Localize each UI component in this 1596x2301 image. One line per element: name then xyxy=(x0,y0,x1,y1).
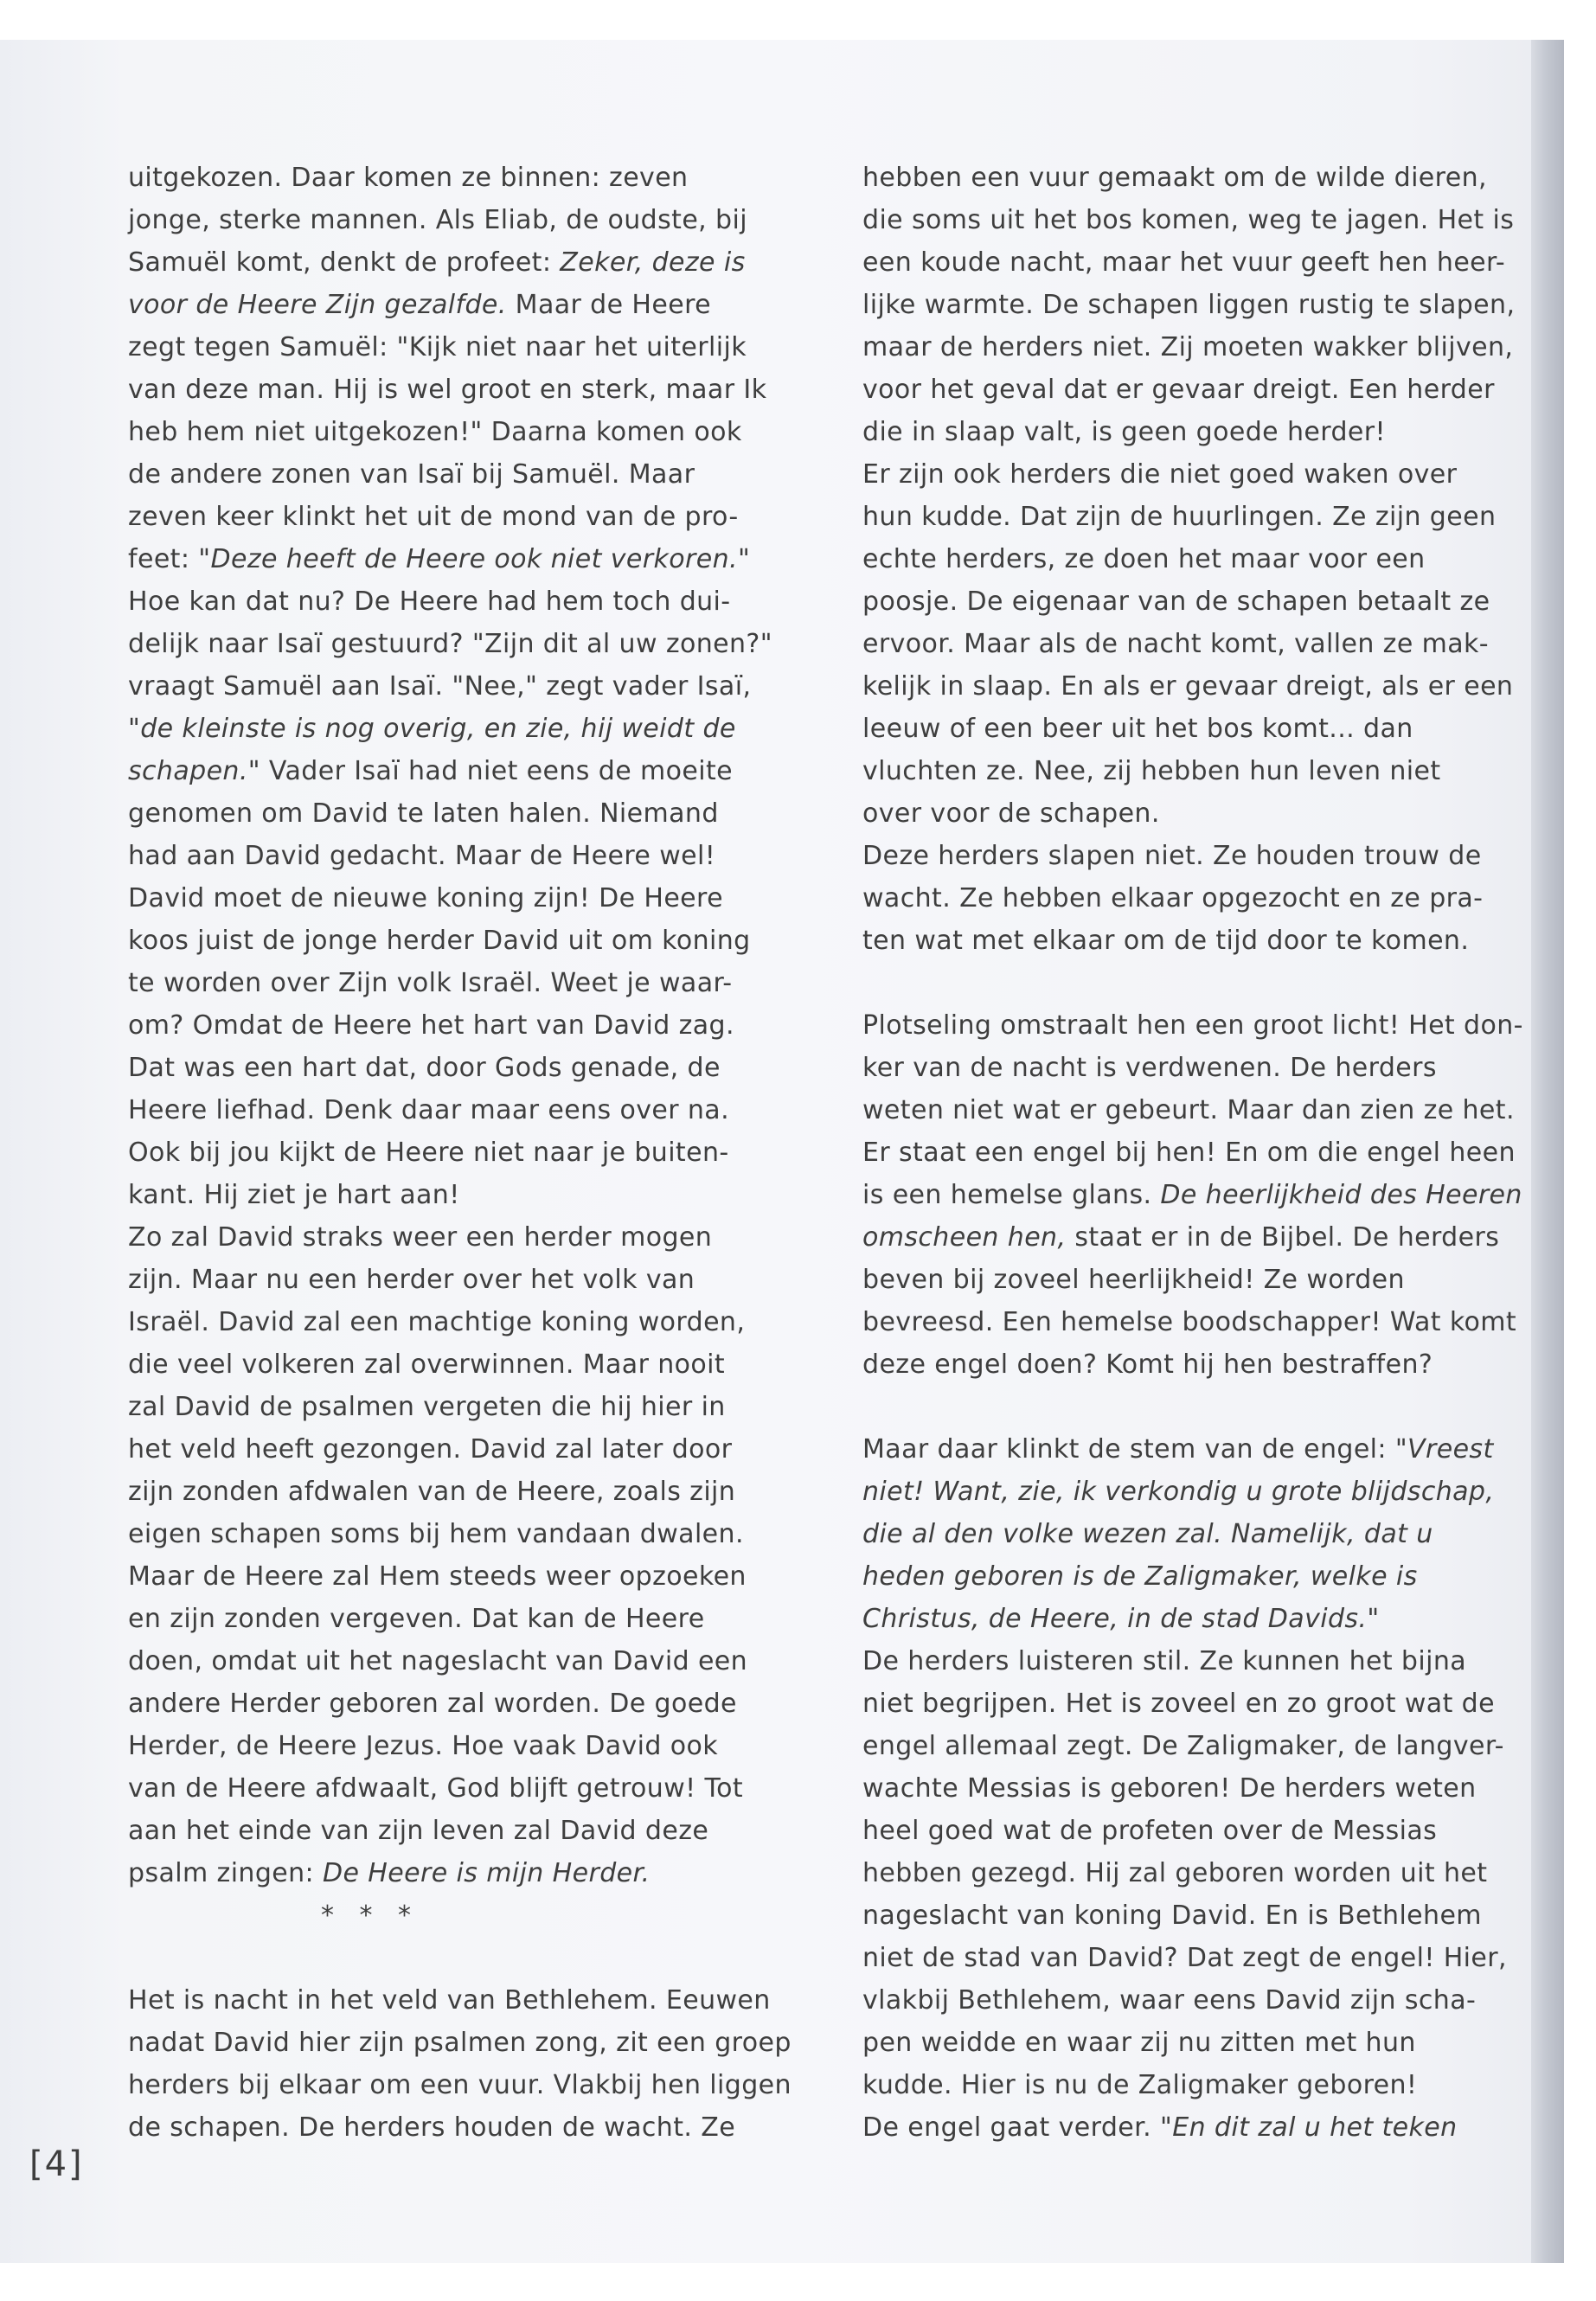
text-line: Er staat een engel bij hen! En om die engel heen xyxy=(862,1138,1516,1168)
text-line: Hoe kan dat nu? De Heere had hem toch dui- xyxy=(128,586,731,617)
text-line: de andere zonen van Isaï bij Samuël. Maar xyxy=(128,459,695,490)
text-line: Zo zal David straks weer een herder mogen xyxy=(128,1222,713,1253)
text-line: deze engel doen? Komt hij hen bestraffen? xyxy=(862,1349,1433,1380)
text-line: Plotseling omstraalt hen een groot licht! Het don- xyxy=(862,1010,1523,1041)
text-line: heb hem niet uitgekozen!" Daarna komen ook xyxy=(128,417,742,447)
text-line: wacht. Ze hebben elkaar opgezocht en ze pra- xyxy=(862,883,1484,913)
text-line xyxy=(862,1513,1494,1555)
text-line: aan het einde van zijn leven zal David deze xyxy=(128,1816,709,1846)
text-line: Er zijn ook herders die niet goed waken over xyxy=(862,459,1458,490)
italic-quote: Christus, de Heere, in de stad Davids." xyxy=(862,1604,1380,1634)
text-line: had aan David gedacht. Maar de Heere wel! xyxy=(128,841,716,871)
text-line: omscheen hen, staat er in de Bijbel. De herders xyxy=(862,1222,1500,1253)
text-line: uitgekozen. Daar komen ze binnen: zeven xyxy=(128,163,689,193)
text-line: pen weidde en waar zij nu zitten met hun xyxy=(862,2028,1416,2058)
text-line xyxy=(862,1555,1494,1598)
text-line: andere Herder geboren zal worden. De goede xyxy=(128,1689,737,1719)
text-line: over voor de schapen. xyxy=(862,798,1160,829)
italic-quote: "En dit zal u het teken xyxy=(1160,2112,1458,2143)
text-line: feet: "Deze heeft de Heere ook niet verkoren." xyxy=(128,544,751,574)
text-line: Dat was een hart dat, door Gods genade, de xyxy=(128,1053,721,1083)
text-line: de schapen. De herders houden de wacht. Ze xyxy=(128,2112,736,2143)
text-line: psalm zingen: De Heere is mijn Herder. xyxy=(128,1858,651,1888)
text-line: om? Omdat de Heere het hart van David zag. xyxy=(128,1010,734,1041)
text-line: hebben gezegd. Hij zal geboren worden uit het xyxy=(862,1858,1488,1888)
book-page xyxy=(0,40,1564,2263)
paragraph-gap xyxy=(862,1386,1494,1428)
text-line: niet begrijpen. Het is zoveel en zo groot wat de xyxy=(862,1689,1495,1719)
text-line: een koude nacht, maar het vuur geeft hen heer- xyxy=(862,247,1506,278)
text-line: voor het geval dat er gevaar dreigt. Een herder xyxy=(862,375,1495,405)
text-line: De engel gaat verder. "En dit zal u het teken xyxy=(862,2112,1458,2143)
text-line: zijn. Maar nu een herder over het volk van xyxy=(128,1265,695,1295)
text-line: Maar de Heere zal Hem steeds weer opzoeken xyxy=(128,1561,747,1592)
text-line: ten wat met elkaar om de tijd door te komen. xyxy=(862,926,1470,956)
text-line: jonge, sterke mannen. Als Eliab, de oudste, bij xyxy=(128,205,747,235)
section-separator: * * * xyxy=(320,1900,420,1931)
text-line: delijk naar Isaï gestuurd? "Zijn dit al uw zonen?" xyxy=(128,629,772,659)
text-line: te worden over Zijn volk Israël. Weet je waar- xyxy=(128,968,733,998)
italic-quote: voor de Heere Zijn gezalfde. xyxy=(128,290,507,320)
text-line: die soms uit het bos komen, weg te jagen. Het is xyxy=(862,205,1515,235)
text-line: bevreesd. Een hemelse boodschapper! Wat komt xyxy=(862,1307,1517,1337)
text-line: zegt tegen Samuël: "Kijk niet naar het uiterlijk xyxy=(128,332,747,362)
text-line xyxy=(862,1598,1494,1640)
italic-quote: "Deze heeft de Heere ook niet verkoren." xyxy=(198,544,751,574)
text-line: wachte Messias is geboren! De herders weten xyxy=(862,1773,1477,1804)
italic-quote: "de kleinste is nog overig, en zie, hij weidt de xyxy=(128,714,736,744)
text-line: van de Heere afdwaalt, God blijft getrouw! Tot xyxy=(128,1773,744,1804)
text-line: die in slaap valt, is geen goede herder! xyxy=(862,417,1386,447)
text-line: genomen om David te laten halen. Niemand xyxy=(128,798,719,829)
text-line: De herders luisteren stil. Ze kunnen het bijna xyxy=(862,1646,1467,1676)
text-line: echte herders, ze doen het maar voor een xyxy=(862,544,1426,574)
text-line: ervoor. Maar als de nacht komt, vallen ze mak- xyxy=(862,629,1490,659)
text-line: hebben een vuur gemaakt om de wilde dieren, xyxy=(862,163,1487,193)
text-line xyxy=(862,1471,1494,1513)
text-line: Deze herders slapen niet. Ze houden trouw de xyxy=(862,841,1482,871)
text-line: voor de Heere Zijn gezalfde. Maar de Heere xyxy=(128,290,712,320)
text-line: herders bij elkaar om een vuur. Vlakbij hen liggen xyxy=(128,2070,792,2100)
text-line: schapen." Vader Isaï had niet eens de moeite xyxy=(128,756,734,786)
scan-margin xyxy=(0,0,1596,40)
text-line: lijke warmte. De schapen liggen rustig te slapen, xyxy=(862,290,1516,320)
text-line: niet de stad van David? Dat zegt de engel! Hier, xyxy=(862,1943,1507,1973)
text-line: van deze man. Hij is wel groot en sterk, maar Ik xyxy=(128,375,767,405)
text-line: Israël. David zal een machtige koning worden, xyxy=(128,1307,746,1337)
text-line: Maar daar klinkt de stem van de engel: "Vreest xyxy=(862,1434,1494,1465)
text-line: die veel volkeren zal overwinnen. Maar nooit xyxy=(128,1349,726,1380)
italic-quote: niet! Want, zie, ik verkondig u grote blijdschap, xyxy=(862,1477,1495,1507)
text-line: maar de herders niet. Zij moeten wakker blijven, xyxy=(862,332,1514,362)
text-line: zijn zonden afdwalen van de Heere, zoals zijn xyxy=(128,1477,736,1507)
text-line: vluchten ze. Nee, zij hebben hun leven niet xyxy=(862,756,1441,786)
italic-quote: schapen." xyxy=(128,756,260,786)
text-line: kudde. Hier is nu de Zaligmaker geboren! xyxy=(862,2070,1418,2100)
text-line: nageslacht van koning David. En is Bethlehem xyxy=(862,1900,1482,1931)
page-spine-shadow xyxy=(1531,40,1564,2263)
text-line: en zijn zonden vergeven. Dat kan de Heere xyxy=(128,1604,705,1634)
text-line: het veld heeft gezongen. David zal later door xyxy=(128,1434,733,1465)
text-line: leeuw of een beer uit het bos komt... dan xyxy=(862,714,1413,744)
italic-quote: omscheen hen, xyxy=(862,1222,1067,1253)
italic-quote: De heerlijkheid des Heeren xyxy=(1160,1180,1522,1210)
text-line: doen, omdat uit het nageslacht van David een xyxy=(128,1646,748,1676)
text-line: kelijk in slaap. En als er gevaar dreigt, als er een xyxy=(862,671,1514,702)
paragraph-gap xyxy=(128,1937,751,1979)
text-line: Het is nacht in het veld van Bethlehem. Eeuwen xyxy=(128,1985,771,2016)
text-line: kant. Hij ziet je hart aan! xyxy=(128,1180,460,1210)
text-line: zeven keer klinkt het uit de mond van de pro- xyxy=(128,502,739,532)
text-line: heel goed wat de profeten over de Messias xyxy=(862,1816,1438,1846)
italic-quote: heden geboren is de Zaligmaker, welke is xyxy=(862,1561,1418,1592)
text-line: eigen schapen soms bij hem vandaan dwalen. xyxy=(128,1519,744,1549)
page-number: [4] xyxy=(29,2144,84,2184)
text-line: Herder, de Heere Jezus. Hoe vaak David ook xyxy=(128,1731,719,1761)
text-line: vraagt Samuël aan Isaï. "Nee," zegt vader Isaï, xyxy=(128,671,752,702)
text-line: beven bij zoveel heerlijkheid! Ze worden xyxy=(862,1265,1405,1295)
text-line: Ook bij jou kijkt de Heere niet naar je buiten- xyxy=(128,1138,729,1168)
italic-quote: De Heere is mijn Herder. xyxy=(323,1858,651,1888)
text-line: poosje. De eigenaar van de schapen betaalt ze xyxy=(862,586,1490,617)
italic-quote: "Vreest xyxy=(1394,1434,1494,1465)
italic-quote: die al den volke wezen zal. Namelijk, dat u xyxy=(862,1519,1433,1549)
text-line: koos juist de jonge herder David uit om koning xyxy=(128,926,751,956)
paragraph-gap xyxy=(862,962,1494,1004)
text-line: engel allemaal zegt. De Zaligmaker, de langver- xyxy=(862,1731,1504,1761)
left-column xyxy=(128,157,792,2149)
text-line: David moet de nieuwe koning zijn! De Heere xyxy=(128,883,723,913)
text-line: hun kudde. Dat zijn de huurlingen. Ze zijn geen xyxy=(862,502,1497,532)
italic-quote: Zeker, deze is xyxy=(560,247,746,278)
text-line: vlakbij Bethlehem, waar eens David zijn scha- xyxy=(862,1985,1477,2016)
text-line: Heere liefhad. Denk daar maar eens over na. xyxy=(128,1095,730,1125)
text-line: Samuël komt, denkt de profeet: Zeker, deze is xyxy=(128,247,746,278)
text-line: nadat David hier zijn psalmen zong, zit een groep xyxy=(128,2028,792,2058)
text-line xyxy=(128,708,751,750)
right-column xyxy=(862,157,1523,2149)
text-line: ker van de nacht is verdwenen. De herders xyxy=(862,1053,1437,1083)
text-line: zal David de psalmen vergeten die hij hier in xyxy=(128,1392,726,1422)
text-line: weten niet wat er gebeurt. Maar dan zien ze het. xyxy=(862,1095,1515,1125)
text-line: is een hemelse glans. De heerlijkheid des Heeren xyxy=(862,1180,1522,1210)
